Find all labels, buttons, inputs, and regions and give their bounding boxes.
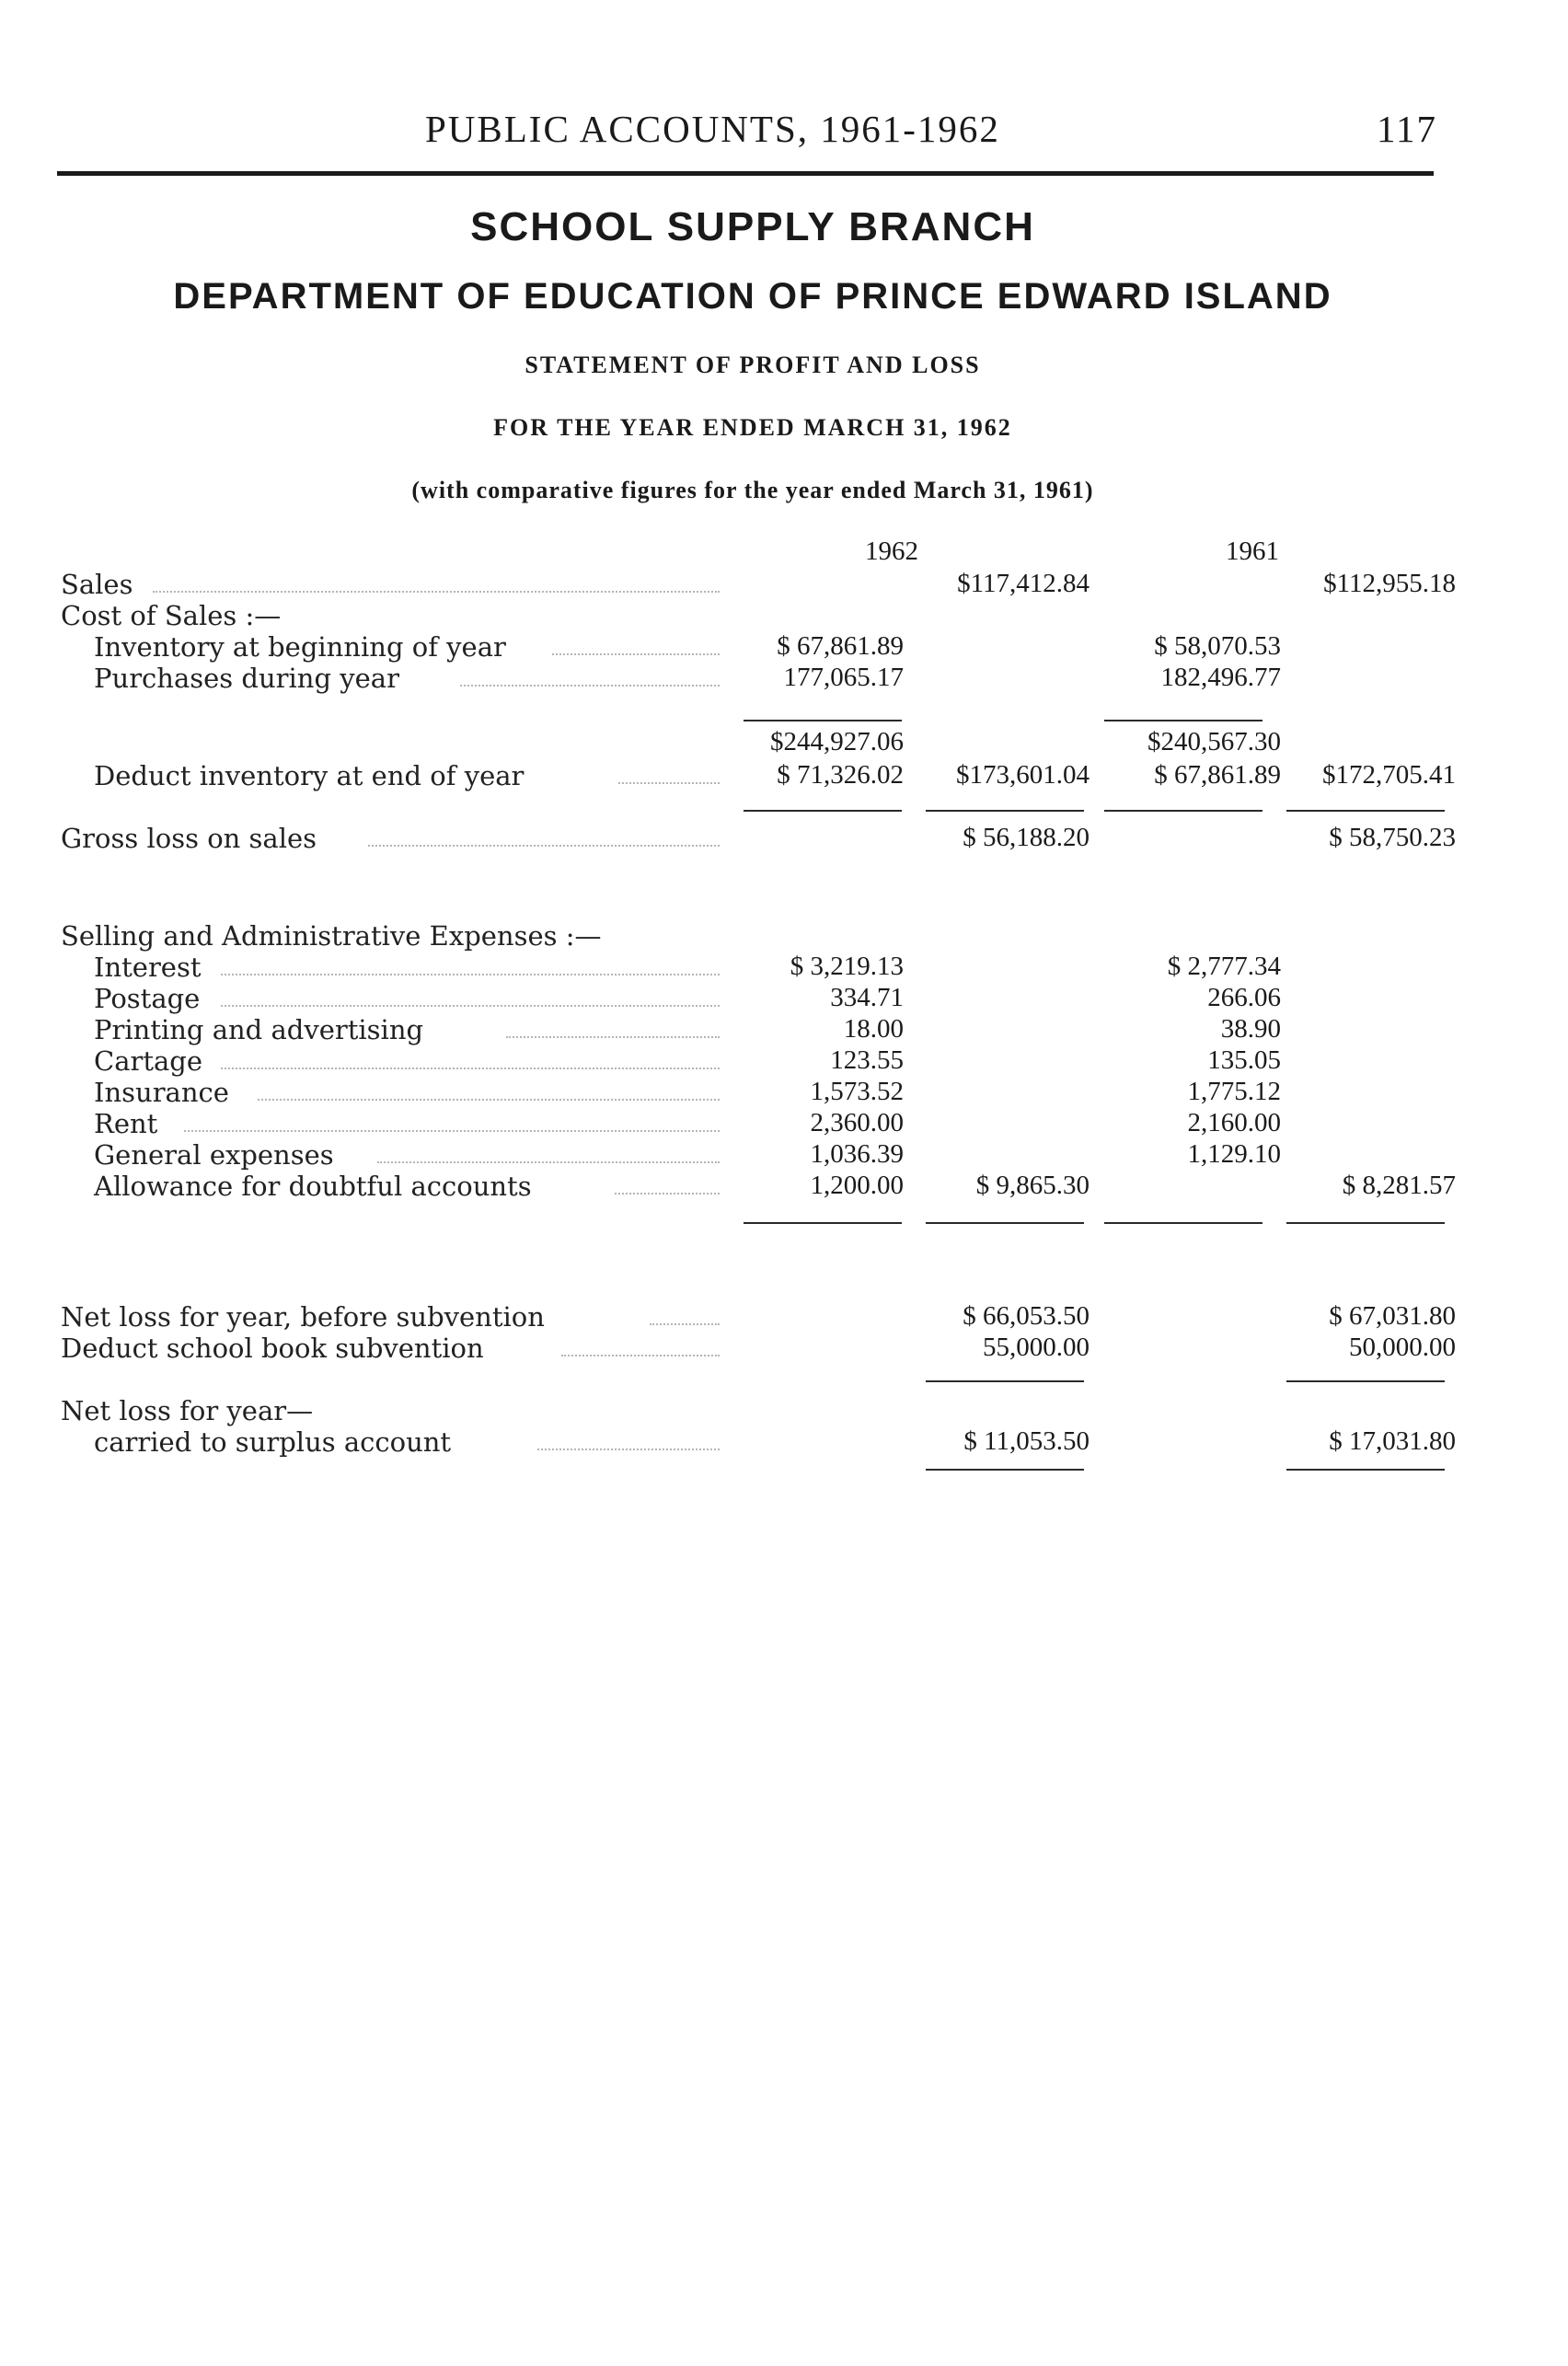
row-label: Inventory at beginning of year bbox=[94, 631, 506, 663]
dot-leader bbox=[650, 1323, 720, 1325]
table-row-cartage bbox=[0, 1045, 1568, 1077]
cell-1961-detail: $ 2,777.34 bbox=[1167, 952, 1281, 981]
cell-1961-total: $112,955.18 bbox=[1323, 569, 1456, 598]
table-row-net-loss-surplus bbox=[0, 1426, 1568, 1458]
rule-1961-total bbox=[1286, 810, 1445, 812]
cell-1962-detail: 1,200.00 bbox=[810, 1171, 904, 1200]
cell-1962-detail: 123.55 bbox=[830, 1045, 904, 1075]
cell-1961-detail: 135.05 bbox=[1207, 1045, 1281, 1075]
running-head-title: PUBLIC ACCOUNTS, 1961-1962 bbox=[425, 108, 1000, 150]
table-row-inventory-end bbox=[0, 760, 1568, 791]
row-label: Selling and Administrative Expenses :— bbox=[61, 920, 602, 952]
table-row-insurance bbox=[0, 1077, 1568, 1108]
row-label: Insurance bbox=[94, 1077, 229, 1108]
row-label: General expenses bbox=[94, 1139, 334, 1171]
table-row-purchases bbox=[0, 663, 1568, 694]
header-rule bbox=[57, 171, 1434, 176]
dot-leader bbox=[153, 591, 720, 593]
table-row-selling-admin bbox=[0, 920, 1568, 952]
table-row-general-expenses bbox=[0, 1139, 1568, 1171]
table-row-sales bbox=[0, 569, 1568, 600]
rule-1962-total bbox=[926, 1222, 1084, 1224]
cell-1962-total: $ 11,053.50 bbox=[963, 1426, 1090, 1456]
cell-1962-detail: 334.71 bbox=[830, 983, 904, 1012]
dot-leader bbox=[618, 782, 720, 784]
page-number: 117 bbox=[1377, 108, 1437, 150]
row-label: Net loss for year, before subvention bbox=[61, 1301, 545, 1333]
rule-1962-detail bbox=[744, 810, 902, 812]
cell-1962-detail: 2,360.00 bbox=[810, 1108, 904, 1137]
cell-1962-total: $ 9,865.30 bbox=[975, 1171, 1090, 1200]
row-label: Cartage bbox=[94, 1045, 203, 1077]
cell-1962-detail: 177,065.17 bbox=[783, 663, 904, 692]
cell-1961-detail: 266.06 bbox=[1207, 983, 1281, 1012]
cell-1962-detail: $ 71,326.02 bbox=[777, 760, 904, 790]
cell-1962-total: $173,601.04 bbox=[956, 760, 1090, 790]
cell-1962-detail: 18.00 bbox=[843, 1014, 904, 1044]
rule-1961-total bbox=[1286, 1469, 1445, 1471]
rule-1961-total bbox=[1286, 1380, 1445, 1382]
dot-leader bbox=[221, 1005, 720, 1007]
row-label: Deduct school book subvention bbox=[61, 1333, 484, 1364]
table-row-rent bbox=[0, 1108, 1568, 1139]
period-title: FOR THE YEAR ENDED MARCH 31, 1962 bbox=[493, 414, 1012, 441]
column-header-1962: 1962 bbox=[865, 537, 918, 566]
row-label: Allowance for doubtful accounts bbox=[94, 1171, 532, 1202]
cell-1961-detail: 38.90 bbox=[1220, 1014, 1281, 1044]
row-label: Rent bbox=[94, 1108, 158, 1139]
table-row-interest bbox=[0, 952, 1568, 983]
cell-1961-total: $ 8,281.57 bbox=[1342, 1171, 1456, 1200]
row-label: Purchases during year bbox=[94, 663, 399, 694]
dot-leader bbox=[561, 1355, 720, 1356]
row-label: Printing and advertising bbox=[94, 1014, 424, 1045]
dot-leader bbox=[506, 1036, 720, 1038]
row-label: Gross loss on sales bbox=[61, 823, 317, 854]
cell-1962-detail: $ 3,219.13 bbox=[790, 952, 904, 981]
dot-leader bbox=[552, 653, 720, 655]
table-row-allowance bbox=[0, 1171, 1568, 1202]
dot-leader bbox=[258, 1099, 720, 1101]
cell-1961-detail: $240,567.30 bbox=[1147, 727, 1281, 756]
column-header-1961: 1961 bbox=[1226, 537, 1279, 566]
cell-1961-detail: 1,129.10 bbox=[1187, 1139, 1281, 1169]
cell-1962-total: $ 66,053.50 bbox=[963, 1301, 1090, 1331]
rule-1961-detail bbox=[1104, 810, 1262, 812]
dot-leader bbox=[368, 845, 720, 847]
cell-1962-detail: $ 67,861.89 bbox=[777, 631, 904, 661]
cell-1961-detail: 2,160.00 bbox=[1187, 1108, 1281, 1137]
dot-leader bbox=[460, 685, 720, 687]
row-label: Sales bbox=[61, 569, 133, 600]
cell-1961-detail: $ 58,070.53 bbox=[1154, 631, 1281, 661]
dot-leader bbox=[184, 1130, 720, 1132]
dot-leader bbox=[221, 974, 720, 975]
cell-1961-detail: 1,775.12 bbox=[1187, 1077, 1281, 1106]
running-head bbox=[57, 99, 1437, 155]
table-row-cost-of-sales bbox=[0, 600, 1568, 631]
rule-1962-detail bbox=[744, 720, 902, 721]
cell-1962-total: $ 56,188.20 bbox=[963, 823, 1090, 852]
comparative-note: (with comparative figures for the year ended March 31, 1961) bbox=[411, 477, 1094, 503]
rule-1962-total bbox=[926, 1469, 1084, 1471]
cell-1961-total: $ 17,031.80 bbox=[1329, 1426, 1456, 1456]
rule-1962-total bbox=[926, 810, 1084, 812]
table-row-postage bbox=[0, 983, 1568, 1014]
rule-1961-detail bbox=[1104, 720, 1262, 721]
table-row-subtotal bbox=[0, 727, 1568, 758]
statement-title: STATEMENT OF PROFIT AND LOSS bbox=[525, 352, 981, 378]
dot-leader bbox=[377, 1161, 720, 1163]
dot-leader bbox=[537, 1448, 720, 1450]
rule-1962-detail bbox=[744, 1222, 902, 1224]
row-label: carried to surplus account bbox=[94, 1426, 452, 1458]
cell-1962-total: $117,412.84 bbox=[957, 569, 1090, 598]
table-row-net-loss-line1 bbox=[0, 1395, 1568, 1426]
table-row-net-loss-before bbox=[0, 1301, 1568, 1333]
row-label: Net loss for year— bbox=[61, 1395, 314, 1426]
cell-1962-total: 55,000.00 bbox=[983, 1333, 1090, 1362]
rule-1962-total bbox=[926, 1380, 1084, 1382]
cell-1961-detail: $ 67,861.89 bbox=[1154, 760, 1281, 790]
cell-1961-total: $172,705.41 bbox=[1322, 760, 1456, 790]
dot-leader bbox=[221, 1068, 720, 1069]
dot-leader bbox=[615, 1193, 720, 1195]
cell-1961-total: $ 67,031.80 bbox=[1329, 1301, 1456, 1331]
cell-1961-total: $ 58,750.23 bbox=[1329, 823, 1456, 852]
branch-title: SCHOOL SUPPLY BRANCH bbox=[470, 204, 1035, 249]
cell-1962-detail: $244,927.06 bbox=[770, 727, 904, 756]
cell-1962-detail: 1,573.52 bbox=[810, 1077, 904, 1106]
row-label: Deduct inventory at end of year bbox=[94, 760, 525, 791]
cell-1961-total: 50,000.00 bbox=[1349, 1333, 1456, 1362]
table-row-subvention bbox=[0, 1333, 1568, 1364]
rule-1961-total bbox=[1286, 1222, 1445, 1224]
row-label: Postage bbox=[94, 983, 201, 1014]
table-row-gross-loss bbox=[0, 823, 1568, 854]
rule-1961-detail bbox=[1104, 1222, 1262, 1224]
table-row-printing bbox=[0, 1014, 1568, 1045]
row-label: Interest bbox=[94, 952, 202, 983]
cell-1962-detail: 1,036.39 bbox=[810, 1139, 904, 1169]
table-row-inventory-beginning bbox=[0, 631, 1568, 663]
cell-1961-detail: 182,496.77 bbox=[1160, 663, 1281, 692]
department-title: DEPARTMENT OF EDUCATION OF PRINCE EDWARD ISLAND bbox=[173, 276, 1332, 317]
row-label: Cost of Sales :— bbox=[61, 600, 282, 631]
